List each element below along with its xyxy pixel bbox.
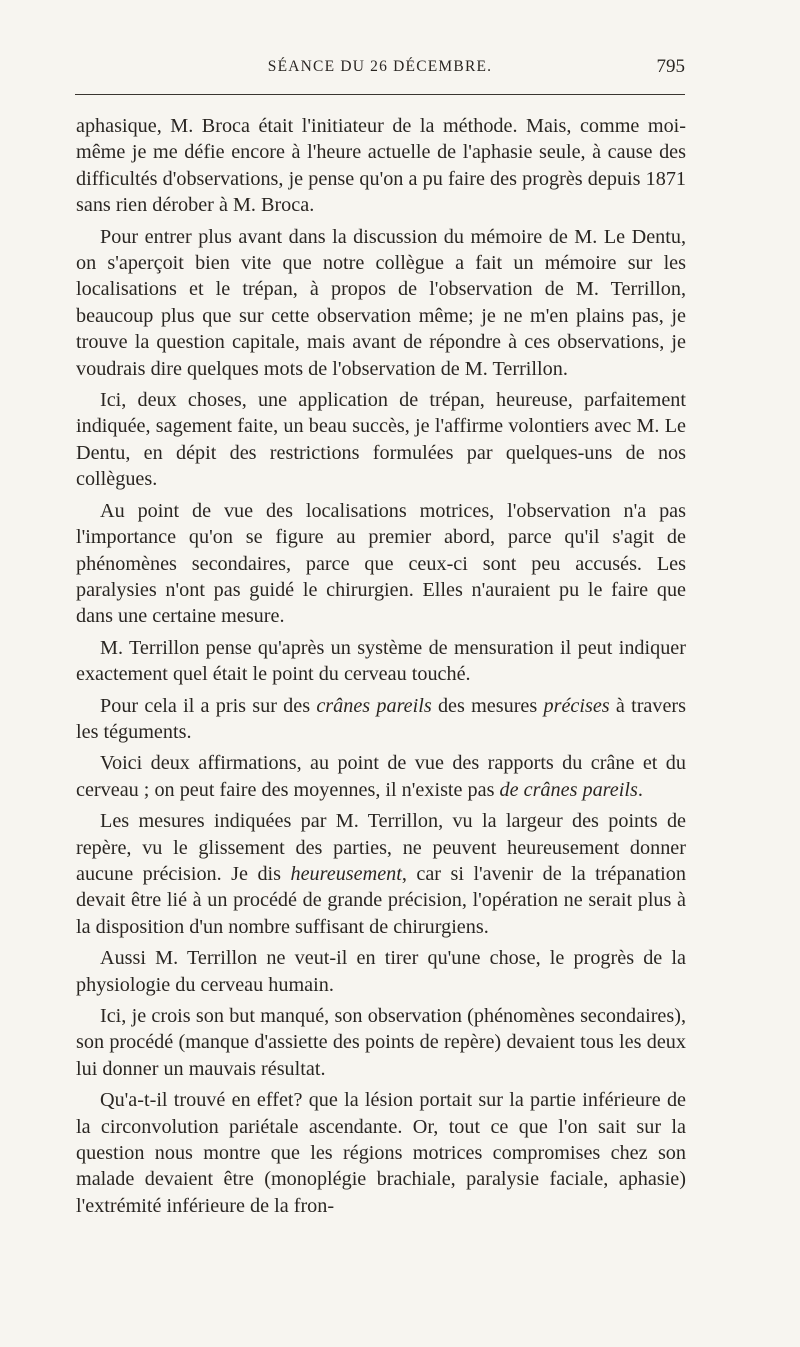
paragraph	[76, 808, 686, 940]
text-segment: Au point de vue des localisations motrices, l'observation n'a pas l'importance qu'on se figure au premier abord, parce qu'il s'agit de phénomènes secondaires, parce que ceux-ci sont peu accusés. Les paralysies n'ont pas guidé le chirurgien. Elles n'auraient pu le faire que dans une certaine mesure.	[76, 499, 686, 628]
text-segment: Les mesures indiquées par M. Terrillon, vu la largeur des points de repère, vu le glissement des parties, ne peuvent heureusement donner aucune précision. Je dis	[76, 810, 686, 885]
paragraph	[76, 387, 686, 493]
paragraph	[76, 1087, 686, 1219]
italic-text: de crânes pareils	[499, 778, 638, 801]
paragraph	[76, 750, 686, 803]
paragraph	[76, 945, 686, 998]
paragraph	[76, 1003, 686, 1082]
italic-text: heureusement	[290, 862, 402, 885]
text-segment: , car si l'avenir de la trépanation devait être lié à un procédé de grande précision, l'opération ne serait plus à la disposition d'un nombre suffisant de chirurgiens.	[76, 862, 686, 938]
text-segment: Ici, deux choses, une application de trépan, heureuse, parfaitement indiquée, sagement faite, un beau succès, je l'affirme volontiers avec M. Le Dentu, en dépit des restrictions formulées par quelques-uns de nos collègues.	[76, 389, 686, 491]
body-text	[76, 113, 686, 1219]
text-segment: Pour entrer plus avant dans la discussion du mémoire de M. Le Dentu, on s'aperçoit bien vite que notre collègue a fait un mémoire sur les localisations et le trépan, à propos de l'observation de M. Terrillon, beaucoup plus que sur cette observation même; je ne m'en plains pas, je trouve la question capitale, mais avant de répondre à ces observations, je voudrais dire quelques mots de l'observation de M. Terrillon.	[76, 225, 686, 380]
running-head	[75, 58, 685, 88]
text-segment: .	[637, 778, 643, 801]
paragraph	[76, 113, 686, 219]
header-rule	[75, 94, 685, 95]
text-segment: des mesures	[431, 694, 544, 717]
text-segment: Aussi M. Terrillon ne veut-il en tirer qu'une chose, le progrès de la physiologie du cerveau humain.	[76, 947, 686, 996]
text-segment: Voici deux affirmations, au point de vue des rapports du crâne et du cerveau ; on peut faire des moyennes, il n'existe pas	[76, 752, 686, 801]
paragraph	[76, 224, 686, 382]
italic-text: crânes pareils	[316, 694, 432, 717]
text-segment: Ici, je crois son but manqué, son observation (phénomènes secondaires), son procédé (manque d'assiette des points de repère) devaient tous les deux lui donner un mauvais résultat.	[76, 1005, 686, 1080]
italic-text: précises	[543, 694, 610, 717]
paragraph	[76, 498, 686, 630]
text-segment: à travers les téguments.	[76, 694, 687, 743]
text-segment: M. Terrillon pense qu'après un système de mensuration il peut indiquer exactement quel était le point du cerveau touché.	[76, 636, 686, 686]
running-head-title: SÉANCE DU 26 DÉCEMBRE.	[267, 58, 493, 75]
page-number: 795	[656, 56, 685, 77]
text-segment: Qu'a-t-il trouvé en effet? que la lésion portait sur la partie inférieure de la circonvolution pariétale ascendante. Or, tout ce que l'on sait sur la question nous montre que les régions motrices compromises chez son malade devaient être (monoplégie brachiale, paralysie faciale, aphasie) l'extrémité inférieure de la fron-	[76, 1089, 686, 1217]
text-segment: Pour cela il a pris sur des	[100, 694, 317, 717]
paragraph	[76, 635, 686, 688]
text-segment: aphasique, M. Broca était l'initiateur de la méthode. Mais, comme moi-même je me défie encore à l'heure actuelle de l'aphasie seule, à cause des difficultés d'observations, je pense qu'on a pu faire des progrès depuis 1871 sans rien dérober à M. Broca.	[76, 115, 686, 217]
paragraph	[76, 693, 686, 746]
